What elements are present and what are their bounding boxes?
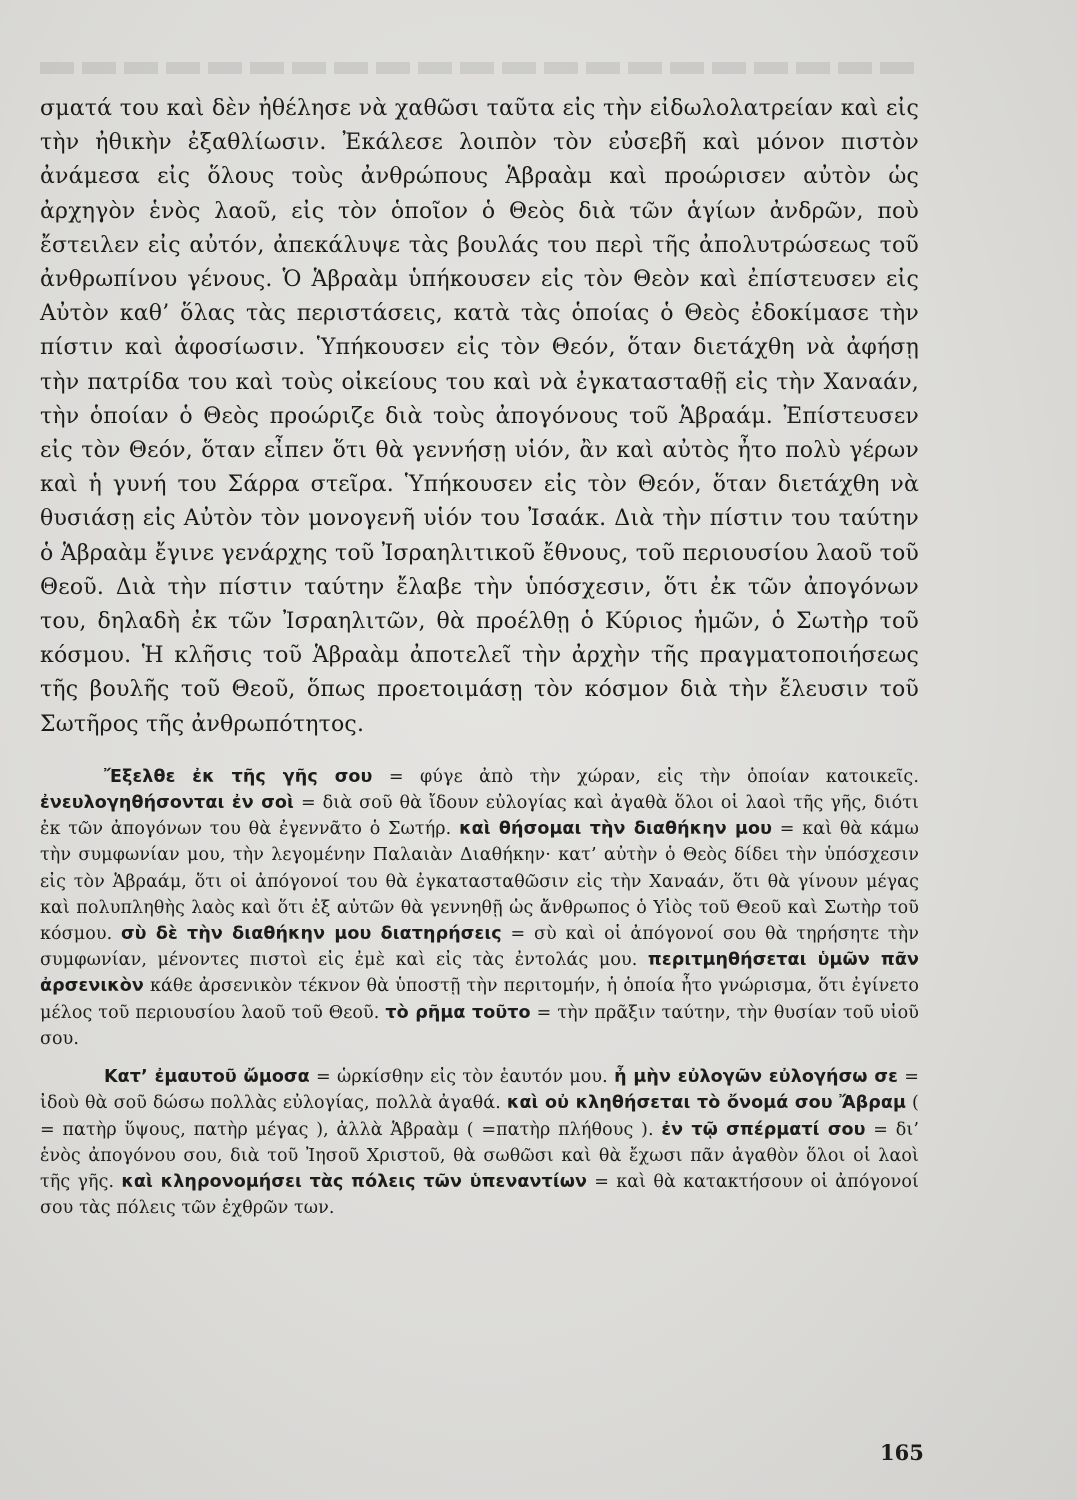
note-explanation: = ἰδοὺ θὰ σοῦ δώσω πολλὰς εὐλογίας, πολλὰ ἀγαθά.: [40, 1067, 919, 1114]
note-explanation: = ὡρκίσθην εἰς τὸν ἑαυτόν μου.: [309, 1067, 615, 1088]
note-paragraph-1: [40, 764, 919, 1052]
note-paragraph-2: [40, 1064, 919, 1221]
page-number: 165: [880, 1440, 924, 1465]
note-explanation: = καὶ θὰ κατακτήσουν οἱ ἀπόγονοί σου τὰς πόλεις τῶν ἐχθρῶν των.: [40, 1171, 919, 1219]
bleed-through-text: [40, 62, 920, 74]
note-term: καὶ θήσομαι τὴν διαθήκην μου: [459, 819, 773, 840]
note-explanation: = δι’ ἑνὸς ἀπογόνου σου, διὰ τοῦ Ἰησοῦ Χριστοῦ, θὰ σωθῶσι καὶ θὰ ἔχωσι πᾶν ἀγαθὸν ὅλοι οἱ λαοὶ τῆς γῆς.: [40, 1119, 919, 1192]
note-term: Κατ’ ἐμαυτοῦ ὤμοσα: [104, 1067, 310, 1088]
note-explanation: = φύγε ἀπὸ τὴν χώραν, εἰς τὴν ὁποίαν κατοικεῖς.: [372, 766, 919, 787]
note-explanation: = διὰ σοῦ θὰ ἴδουν εὐλογίας καὶ ἀγαθὰ ὅλοι οἱ λαοὶ τῆς γῆς, διότι ἐκ τῶν ἀπογόνων του θὰ ἐγεννᾶτο ὁ Σωτήρ.: [40, 793, 919, 840]
note-term: καὶ κληρονομήσει τὰς πόλεις τῶν ὑπεναντίων: [121, 1171, 588, 1192]
note-term: περιτμηθήσεται ὑμῶν πᾶν ἀρσενικὸν: [40, 950, 919, 997]
note-term: σὺ δὲ τὴν διαθήκην μου διατηρήσεις: [120, 924, 502, 945]
note-term: καὶ οὐ κληθήσεται τὸ ὄνομά σου Ἄβραμ: [506, 1093, 907, 1114]
note-explanation: = καὶ θὰ κάμω τὴν συμφωνίαν μου, τὴν λεγομένην Παλαιὰν Διαθήκην· κατ’ αὐτὴν ὁ Θεὸς δίδει τὴν ὑπόσχεσιν εἰς τὸν Ἁβραάμ, ὅτι οἱ ἀπόγονοί του θὰ ἐγκατασταθῶσιν εἰς τὴν Χαναάν, ὅτι θὰ γίνουν μέγας καὶ πολυπληθὴς λαὸς καὶ ὅτι ἐξ αὐτῶν θὰ γεννηθῇ ὡς ἄνθρωπος ὁ Υἱὸς τοῦ Θεοῦ καὶ Σωτὴρ τοῦ κόσμου.: [40, 819, 920, 945]
note-term: Ἔξελθε ἐκ τῆς γῆς σου: [104, 766, 373, 787]
note-explanation: κάθε ἀρσενικὸν τέκνον θὰ ὑποστῇ τὴν περιτομήν, ἡ ὁποία ἦτο γνώρισμα, ὅτι ἐγίνετο μέλος τοῦ περιουσίου λαοῦ τοῦ Θεοῦ.: [40, 976, 919, 1023]
note-term: ἐνευλογηθήσονται ἐν σοὶ: [40, 793, 294, 814]
note-explanation: ( = πατὴρ ὕψους, πατὴρ μέγας ), ἀλλὰ Ἁβραὰμ ( =πατὴρ πλήθους ).: [40, 1093, 919, 1140]
note-explanation: = τὴν πρᾶξιν ταύτην, τὴν θυσίαν τοῦ υἱοῦ σου.: [40, 1002, 919, 1049]
main-paragraph: σματά του καὶ δὲν ἠθέλησε νὰ χαθῶσι ταῦτα εἰς τὴν εἰδωλολατρείαν καὶ εἰς τὴν ἠθικὴν ἐξαθλίωσιν. Ἐκάλεσε λοιπὸν τὸν εὐσεβῆ καὶ μόνον πιστὸν ἀνάμεσα εἰς ὅλους τοὺς ἀνθρώπους Ἁβραὰμ καὶ προώρισεν αὐτὸν ὡς ἀρχηγὸν ἑνὸς λαοῦ, εἰς τὸν ὁποῖον ὁ Θεὸς διὰ τῶν ἁγίων ἀνδρῶν, ποὺ ἔστειλεν εἰς αὐτόν, ἀπεκάλυψε τὰς βουλάς του περὶ τῆς ἀπολυτρώσεως τοῦ ἀνθρωπίνου γένους. Ὁ Ἁβραὰμ ὑπήκουσεν εἰς τὸν Θεὸν καὶ ἐπίστευσεν εἰς Αὐτὸν καθ’ ὅλας τὰς περιστάσεις, κατὰ τὰς ὁποίας ὁ Θεὸς ἐδοκίμασε τὴν πίστιν καὶ ἀφοσίωσιν. Ὑπήκουσεν εἰς τὸν Θεόν, ὅταν διετάχθη νὰ ἀφήσῃ τὴν πατρίδα του καὶ τοὺς οἰκείους του καὶ νὰ ἐγκατασταθῇ εἰς τὴν Χαναάν, τὴν ὁποίαν ὁ Θεὸς προώριζε διὰ τοὺς ἀπογόνους τοῦ Ἁβραάμ. Ἐπίστευσεν εἰς τὸν Θεόν, ὅταν εἶπεν ὅτι θὰ γεννήσῃ υἱόν, ἂν καὶ αὐτὸς ἦτο πολὺ γέρων καὶ ἡ γυνή του Σάρρα στεῖρα. Ὑπήκουσεν εἰς τὸν Θεόν, ὅταν διετάχθη νὰ θυσιάσῃ εἰς Αὐτὸν τὸν μονογενῆ υἱόν του Ἰσαάκ. Διὰ τὴν πίστιν του ταύτην ὁ Ἁβραὰμ ἔγινε γενάρχης τοῦ Ἰσραηλιτικοῦ ἔθνους, τοῦ περιουσίου λαοῦ τοῦ Θεοῦ. Διὰ τὴν πίστιν ταύτην ἔλαβε τὴν ὑπόσχεσιν, ὅτι ἐκ τῶν ἀπογόνων του, δηλαδὴ ἐκ τῶν Ἰσραηλιτῶν, θὰ προέλθῃ ὁ Κύριος ἡμῶν, ὁ Σωτὴρ τοῦ κόσμου. Ἡ κλῆσις τοῦ Ἁβραὰμ ἀποτελεῖ τὴν ἀρχὴν τῆς πραγματοποιήσεως τῆς βουλῆς τοῦ Θεοῦ, ὅπως προετοιμάσῃ τὸν κόσμον διὰ τὴν ἔλευσιν τοῦ Σωτῆρος τῆς ἀνθρωπότητος.: [40, 96, 919, 737]
note-term: ἦ μὴν εὐλογῶν εὐλογήσω σε: [614, 1067, 898, 1088]
note-term: ἐν τῷ σπέρματί σου: [661, 1119, 866, 1140]
note-term: τὸ ρῆμα τοῦτο: [385, 1002, 531, 1023]
note-explanation: = σὺ καὶ οἱ ἀπόγονοί σου θὰ τηρήσητε τὴν συμφωνίαν, μένοντες πιστοὶ εἰς ἐμὲ καὶ εἰς τὰς ἐντολάς μου.: [40, 924, 919, 971]
glossary-notes: [40, 764, 919, 1221]
